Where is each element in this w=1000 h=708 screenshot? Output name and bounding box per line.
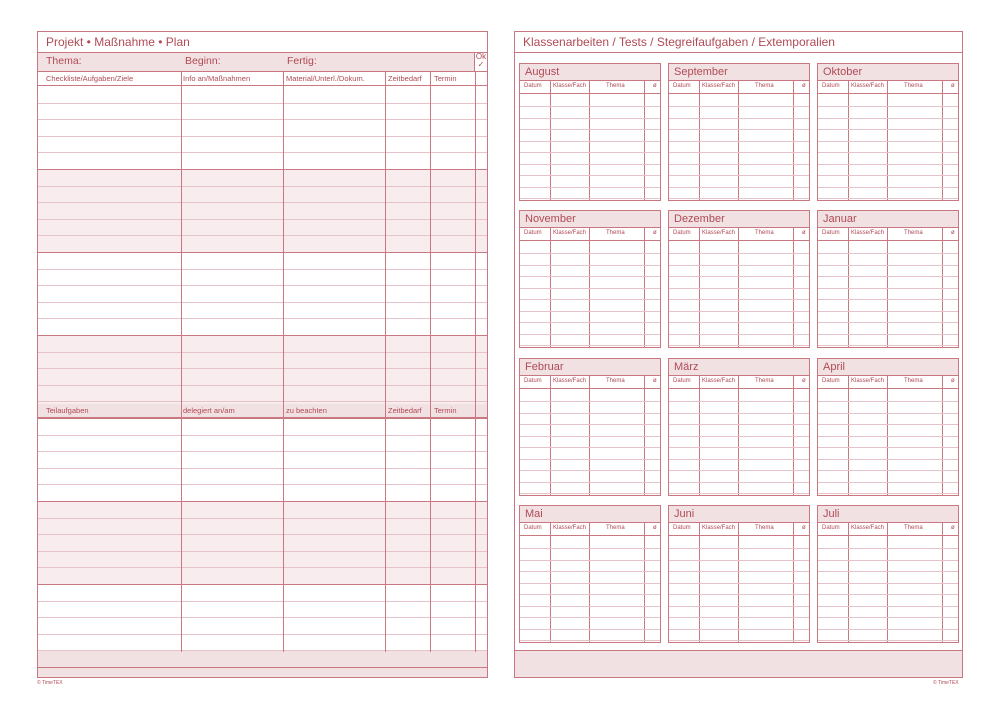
table-row[interactable] [520,482,660,483]
table-row[interactable] [520,560,660,561]
row-line [38,451,487,452]
row-line [38,136,487,137]
col-klasse-fach: Klasse/Fach [702,230,736,236]
col-thema: Thema [904,525,923,531]
table-row[interactable] [669,413,809,414]
column-divider [430,72,431,652]
col-checkliste: Checkliste/Aufgaben/Ziele [46,74,134,83]
table-row[interactable] [520,152,660,153]
row-line [38,335,487,336]
row-line [38,318,487,319]
table-row[interactable] [520,401,660,402]
table-row[interactable] [669,265,809,266]
table-row[interactable] [520,436,660,437]
row-line [38,650,487,651]
row-line [38,385,487,386]
table-row[interactable] [669,583,809,584]
table-row[interactable] [669,276,809,277]
row-line [38,584,487,585]
month-name: Dezember [669,211,809,228]
row-line [38,186,487,187]
beginn-label: Beginn: [185,55,221,67]
month-column-header [818,228,958,241]
row-line [38,617,487,618]
month-column-header [520,376,660,389]
table-row[interactable] [520,265,660,266]
table-row[interactable] [818,152,958,153]
col-klasse-fach: Klasse/Fach [702,83,736,89]
row-line [38,601,487,602]
row-line [38,252,487,253]
table-row[interactable] [669,334,809,335]
table-row[interactable] [520,447,660,448]
column-header-bottom [38,404,487,418]
table-row[interactable] [818,164,958,165]
col-klasse-fach: Klasse/Fach [702,525,736,531]
table-row[interactable] [669,470,809,471]
table-row[interactable] [520,311,660,312]
col-klasse-fach: Klasse/Fach [851,378,885,384]
table-row[interactable] [520,198,660,199]
table-row[interactable] [669,164,809,165]
col-average: ø [653,83,657,89]
table-row[interactable] [818,334,958,335]
table-row[interactable] [669,345,809,346]
table-row[interactable] [669,606,809,607]
table-row[interactable] [520,187,660,188]
column-divider [475,72,476,652]
table-row[interactable] [818,560,958,561]
table-row[interactable] [520,493,660,494]
month-table-7 [668,358,810,496]
table-row[interactable] [669,482,809,483]
table-row[interactable] [520,413,660,414]
col-average: ø [802,83,806,89]
month-table-1 [668,63,810,201]
table-row[interactable] [669,560,809,561]
col-thema: Thema [606,525,625,531]
col-delegiert: delegiert an/am [183,406,235,415]
table-row[interactable] [818,447,958,448]
table-row[interactable] [669,152,809,153]
table-row[interactable] [818,265,958,266]
col-average: ø [653,525,657,531]
col-average: ø [951,525,955,531]
ok-label: Ok [475,52,487,61]
table-row[interactable] [818,594,958,595]
page-title: Projekt • Maßnahme • Plan [46,35,190,49]
table-row[interactable] [520,594,660,595]
month-table-9 [519,505,661,643]
table-row[interactable] [818,436,958,437]
row-line [38,302,487,303]
table-row[interactable] [669,401,809,402]
col-average: ø [653,230,657,236]
table-row[interactable] [520,548,660,549]
table-row[interactable] [520,334,660,335]
col-thema: Thema [904,83,923,89]
row-line [38,285,487,286]
month-column-header [669,228,809,241]
month-name: April [818,359,958,376]
table-row[interactable] [669,106,809,107]
table-row[interactable] [818,413,958,414]
row-line [38,435,487,436]
checkmark-icon: ✓ [477,60,485,69]
table-row[interactable] [818,141,958,142]
shaded-block [38,501,487,584]
copyright-left: © TimeTEX [37,680,63,686]
table-row[interactable] [669,548,809,549]
table-row[interactable] [669,322,809,323]
row-line [38,567,487,568]
table-row[interactable] [818,493,958,494]
row-line [38,484,487,485]
page-title: Klassenarbeiten / Tests / Stegreifaufgaben / Extemporalien [523,35,835,49]
class-tests-page [514,31,963,678]
row-line [38,368,487,369]
col-klasse-fach: Klasse/Fach [553,525,587,531]
table-row[interactable] [520,276,660,277]
month-name: Juni [669,506,809,523]
header-row [38,53,487,72]
month-column-header [669,523,809,536]
col-datum: Datum [524,230,542,236]
table-row[interactable] [520,118,660,119]
table-row[interactable] [818,424,958,425]
table-row[interactable] [669,571,809,572]
col-klasse-fach: Klasse/Fach [553,83,587,89]
table-row[interactable] [520,175,660,176]
table-row[interactable] [818,571,958,572]
table-row[interactable] [669,187,809,188]
column-header-top [38,72,487,86]
col-beachten: zu beachten [286,406,327,415]
month-name: Januar [818,211,958,228]
month-column-header [520,81,660,94]
table-row[interactable] [520,617,660,618]
month-name: Oktober [818,64,958,81]
table-row[interactable] [520,640,660,641]
col-datum: Datum [822,230,840,236]
month-name: März [669,359,809,376]
col-average: ø [653,378,657,384]
col-datum: Datum [524,378,542,384]
divider [515,52,962,53]
ok-checkbox[interactable] [474,53,487,71]
table-row[interactable] [520,571,660,572]
fertig-label: Fertig: [287,55,317,67]
table-row[interactable] [818,401,958,402]
col-thema: Thema [755,378,774,384]
table-row[interactable] [520,470,660,471]
col-termin-2: Termin [434,406,457,415]
table-row[interactable] [520,424,660,425]
col-datum: Datum [673,378,691,384]
month-name: September [669,64,809,81]
month-column-header [818,376,958,389]
table-row[interactable] [520,129,660,130]
row-line [38,219,487,220]
table-row[interactable] [520,288,660,289]
shaded-block [38,169,487,252]
table-row[interactable] [669,493,809,494]
table-row[interactable] [669,129,809,130]
col-datum: Datum [822,525,840,531]
col-average: ø [951,378,955,384]
table-row[interactable] [520,164,660,165]
col-klasse-fach: Klasse/Fach [553,230,587,236]
col-datum: Datum [822,378,840,384]
project-plan-page [37,31,488,678]
table-row[interactable] [818,276,958,277]
table-row[interactable] [669,253,809,254]
table-row[interactable] [669,311,809,312]
row-line [38,103,487,104]
col-teilaufgaben: Teilaufgaben [46,406,89,415]
col-klasse-fach: Klasse/Fach [851,230,885,236]
month-table-8 [817,358,959,496]
month-table-4 [668,210,810,348]
col-thema: Thema [904,230,923,236]
month-column-header [669,81,809,94]
table-row[interactable] [520,141,660,142]
row-line [38,634,487,635]
month-name: November [520,211,660,228]
table-row[interactable] [818,198,958,199]
col-zeitbedarf: Zeitbedarf [388,74,422,83]
table-row[interactable] [520,583,660,584]
column-divider [385,72,386,652]
row-line [38,468,487,469]
footer-band [515,650,962,677]
footer-band [38,650,487,677]
copyright-right: © TimeTEX [933,680,959,686]
month-name: August [520,64,660,81]
row-line [38,518,487,519]
table-row[interactable] [818,640,958,641]
table-row[interactable] [818,606,958,607]
col-klasse-fach: Klasse/Fach [702,378,736,384]
month-table-11 [817,505,959,643]
col-datum: Datum [524,525,542,531]
row-line [38,401,487,402]
row-line [38,202,487,203]
table-row[interactable] [818,288,958,289]
month-table-10 [668,505,810,643]
table-row[interactable] [818,548,958,549]
month-name: Februar [520,359,660,376]
table-row[interactable] [818,459,958,460]
month-column-header [818,523,958,536]
row-line [38,551,487,552]
col-average: ø [951,230,955,236]
month-table-2 [817,63,959,201]
row-line [38,235,487,236]
table-row[interactable] [669,175,809,176]
column-divider [283,72,284,652]
table-row[interactable] [818,470,958,471]
col-thema: Thema [755,230,774,236]
table-row[interactable] [818,322,958,323]
col-thema: Thema [755,525,774,531]
col-material: Material/Unterl./Dokum. [286,74,365,83]
table-row[interactable] [669,459,809,460]
table-row[interactable] [818,583,958,584]
table-row[interactable] [669,198,809,199]
month-table-5 [817,210,959,348]
col-klasse-fach: Klasse/Fach [851,525,885,531]
col-klasse-fach: Klasse/Fach [851,83,885,89]
table-row[interactable] [669,424,809,425]
table-row[interactable] [669,629,809,630]
table-row[interactable] [818,106,958,107]
table-row[interactable] [520,322,660,323]
table-row[interactable] [520,253,660,254]
month-name: Mai [520,506,660,523]
table-row[interactable] [669,617,809,618]
month-column-header [520,228,660,241]
row-line [38,119,487,120]
row-line [38,152,487,153]
table-row[interactable] [818,253,958,254]
col-info: Info an/Maßnahmen [183,74,251,83]
table-row[interactable] [669,118,809,119]
row-line [38,667,487,668]
col-thema: Thema [755,83,774,89]
col-datum: Datum [524,83,542,89]
table-row[interactable] [818,129,958,130]
table-row[interactable] [818,617,958,618]
month-table-3 [519,210,661,348]
table-row[interactable] [669,141,809,142]
row-line [38,169,487,170]
table-row[interactable] [818,482,958,483]
row-line [38,418,487,419]
table-row[interactable] [520,459,660,460]
table-row[interactable] [520,106,660,107]
month-table-6 [519,358,661,496]
col-datum: Datum [673,230,691,236]
col-datum: Datum [673,525,691,531]
col-thema: Thema [606,378,625,384]
col-klasse-fach: Klasse/Fach [553,378,587,384]
col-average: ø [802,230,806,236]
col-termin: Termin [434,74,457,83]
table-row[interactable] [818,118,958,119]
col-thema: Thema [606,230,625,236]
month-table-0 [519,63,661,201]
row-line [38,352,487,353]
col-average: ø [802,378,806,384]
month-name: Juli [818,506,958,523]
month-column-header [520,523,660,536]
table-row[interactable] [669,640,809,641]
col-datum: Datum [822,83,840,89]
col-average: ø [951,83,955,89]
thema-label: Thema: [46,55,82,67]
table-row[interactable] [669,288,809,289]
table-row[interactable] [818,175,958,176]
column-divider [181,72,182,652]
table-row[interactable] [669,594,809,595]
month-column-header [818,81,958,94]
table-row[interactable] [818,299,958,300]
table-row[interactable] [520,299,660,300]
table-row[interactable] [818,629,958,630]
col-datum: Datum [673,83,691,89]
table-row[interactable] [520,606,660,607]
table-row[interactable] [520,345,660,346]
table-row[interactable] [669,436,809,437]
table-row[interactable] [669,299,809,300]
row-line [38,534,487,535]
table-row[interactable] [520,629,660,630]
row-line [38,501,487,502]
table-row[interactable] [818,345,958,346]
col-average: ø [802,525,806,531]
table-row[interactable] [669,447,809,448]
col-thema: Thema [904,378,923,384]
col-zeitbedarf-2: Zeitbedarf [388,406,422,415]
month-column-header [669,376,809,389]
col-thema: Thema [606,83,625,89]
table-row[interactable] [818,311,958,312]
row-line [38,269,487,270]
table-row[interactable] [818,187,958,188]
